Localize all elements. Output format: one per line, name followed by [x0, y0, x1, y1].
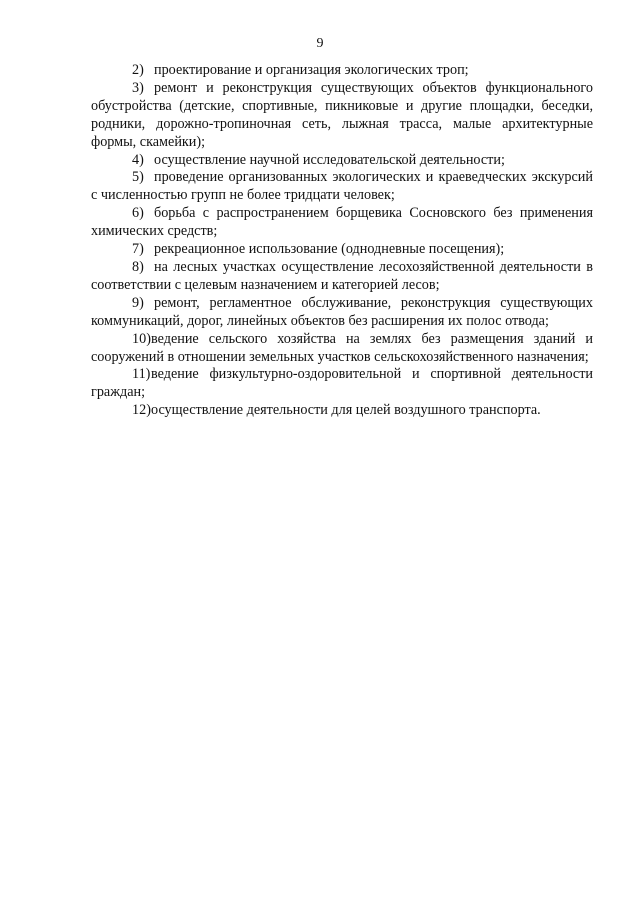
item-number: 6) — [132, 205, 144, 222]
item-number: 8) — [132, 258, 144, 275]
item-text: ремонт и реконструкция существующих объектов функционального обустройства (детские, спортивные, пикниковые и другие площадки, беседки, родники, дорожно-тропиночная сеть, лыжная трасса, малые архитектурные формы, скамейки); — [91, 79, 593, 150]
list-item-2 — [91, 62, 593, 80]
item-text: борьба с распространением борщевика Сосновского без применения химических средств; — [91, 205, 593, 240]
list-item-8 — [91, 259, 593, 295]
item-text: проведение организованных экологических и краеведческих экскурсий с численностью групп не более тридцати человек; — [91, 169, 593, 204]
list-item-7 — [91, 241, 593, 259]
page-number: 9 — [316, 36, 324, 51]
item-text: проектирование и организация экологических троп; — [154, 62, 469, 78]
item-number: 10) — [132, 330, 151, 347]
item-text: ремонт, регламентное обслуживание, реконструкция существующих коммуникаций, дорог, линейных объектов без расширения их полос отвода; — [91, 294, 593, 329]
list-item-12 — [91, 402, 593, 420]
document-body — [91, 62, 593, 420]
item-number: 9) — [132, 294, 144, 311]
item-number: 5) — [132, 169, 144, 186]
item-number: 7) — [132, 241, 144, 258]
item-text: ведение физкультурно-оздоровительной и спортивной деятельности граждан; — [91, 366, 593, 401]
item-text: ведение сельского хозяйства на землях без размещения зданий и сооружений в отношении земельных участков сельскохозяйственного назначения; — [91, 330, 593, 365]
list-item-4 — [91, 152, 593, 170]
item-number: 12) — [132, 402, 151, 419]
list-item-3 — [91, 80, 593, 152]
item-text: рекреационное использование (однодневные посещения); — [154, 241, 505, 258]
list-item-9 — [91, 295, 593, 331]
list-item-11 — [91, 366, 593, 402]
list-item-6 — [91, 205, 593, 241]
item-number: 2) — [132, 62, 144, 78]
item-text: на лесных участках осуществление лесохозяйственной деятельности в соответствии с целевым назначением и категорией лесов; — [91, 258, 593, 293]
item-number: 3) — [132, 79, 144, 96]
item-number: 4) — [132, 151, 144, 168]
item-text: осуществление деятельности для целей воздушного транспорта. — [151, 402, 541, 419]
list-item-5 — [91, 169, 593, 205]
item-number: 11) — [132, 366, 151, 383]
list-item-10 — [91, 331, 593, 367]
item-text: осуществление научной исследовательской деятельности; — [154, 151, 505, 168]
